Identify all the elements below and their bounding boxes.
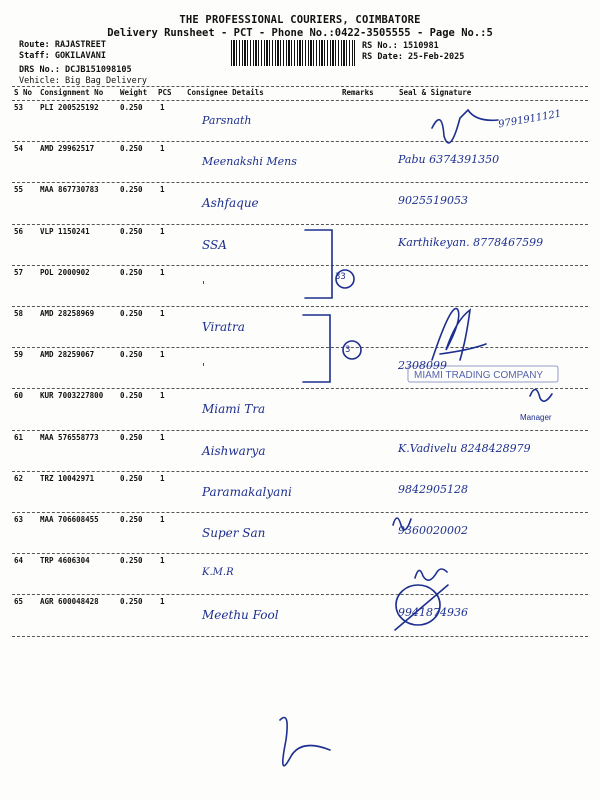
row-weight: 0.250 xyxy=(120,473,143,483)
col-pcs: PCS xyxy=(158,88,172,97)
row-sno: 55 xyxy=(14,185,24,195)
col-sno: S No xyxy=(14,88,33,97)
row-seal-signature: Pabu 6374391350 xyxy=(398,153,500,167)
row-consignee: ' xyxy=(202,278,206,292)
row-pcs: 1 xyxy=(160,391,165,401)
circle-3-mark xyxy=(343,341,361,359)
note-row-53: 9791911121 xyxy=(497,108,563,131)
bottom-signature xyxy=(280,718,330,766)
row-sno: 54 xyxy=(14,144,24,154)
company-title: THE PROFESSIONAL COURIERS, COIMBATORE xyxy=(179,14,421,26)
row-consignee: Viratra xyxy=(202,320,245,334)
row-consignee: SSA xyxy=(202,237,227,252)
row-sno: 58 xyxy=(14,309,24,318)
row-weight: 0.250 xyxy=(120,144,143,154)
circle-33-mark xyxy=(336,270,354,288)
row-weight: 0.250 xyxy=(120,185,143,195)
signature-53 xyxy=(432,110,498,143)
row-seal-signature: 9842905128 xyxy=(398,482,468,496)
row-pcs: 1 xyxy=(160,226,165,236)
row-weight: 0.250 xyxy=(120,103,143,112)
bracket-58-59 xyxy=(303,315,330,382)
row-sno: 57 xyxy=(14,267,24,277)
vehicle-text: Vehicle: Big Bag Delivery xyxy=(19,76,147,86)
row-consignee: Super San xyxy=(202,526,266,540)
signature-60 xyxy=(530,389,552,401)
row-weight: 0.250 xyxy=(120,391,143,401)
row-consignee: Meethu Fool xyxy=(202,608,279,623)
row-seal-signature: 2308099 xyxy=(398,359,447,373)
row-weight: 0.250 xyxy=(120,350,143,360)
row-consignee: ' xyxy=(202,361,206,375)
col-consignee: Consignee Details xyxy=(187,88,264,97)
runsheet-subtitle: Delivery Runsheet - PCT - Phone No.:0422-3505555 - Page No.:5 xyxy=(107,27,493,39)
row-consignment-no: TRZ 10042971 xyxy=(40,473,95,483)
row-consignment-no: MAA 706608455 xyxy=(40,515,99,524)
row-pcs: 1 xyxy=(160,515,165,524)
row-consignee: Parsnath xyxy=(202,114,252,127)
row-consignment-no: PLI 200525192 xyxy=(40,103,99,112)
row-consignment-no: AMD 29962517 xyxy=(40,144,95,154)
row-pcs: 1 xyxy=(160,103,165,112)
row-sno: 59 xyxy=(14,350,24,360)
col-seal: Seal & Signature xyxy=(399,88,472,97)
row-pcs: 1 xyxy=(160,185,165,195)
stamp-company: MIAMI TRADING COMPANY xyxy=(414,370,544,381)
row-pcs: 1 xyxy=(160,473,165,483)
row-consignment-no: AMD 28259067 xyxy=(40,350,95,360)
route-text: Route: RAJASTREET xyxy=(19,40,106,50)
row-pcs: 1 xyxy=(160,350,165,360)
row-consignment-no: TRP 4606304 xyxy=(40,556,90,566)
signature-58 xyxy=(432,309,486,360)
row-sno: 64 xyxy=(14,556,24,566)
row-sno: 61 xyxy=(14,432,24,442)
row-seal-signature: 9941874936 xyxy=(398,606,468,620)
row-consignee: Aishwarya xyxy=(202,443,266,458)
row-consignment-no: VLP 1150241 xyxy=(40,226,90,236)
bracket-56-57 xyxy=(305,230,332,298)
row-weight: 0.250 xyxy=(120,226,143,236)
signature-65-oval xyxy=(396,585,440,625)
company-stamp-box xyxy=(408,366,558,382)
row-consignment-no: AGR 600048428 xyxy=(40,597,99,607)
col-remarks: Remarks xyxy=(342,88,374,97)
row-pcs: 1 xyxy=(160,144,165,154)
row-consignee: Meenakshi Mens xyxy=(202,155,297,169)
row-weight: 0.250 xyxy=(120,597,143,607)
row-weight: 0.250 xyxy=(120,556,143,566)
row-sno: 53 xyxy=(14,103,24,112)
row-weight: 0.250 xyxy=(120,515,143,524)
row-seal-signature: Karthikeyan. 8778467599 xyxy=(398,235,544,249)
signature-64 xyxy=(415,569,447,580)
row-consignee: Ashfaque xyxy=(202,196,259,211)
row-weight: 0.250 xyxy=(120,432,143,442)
drs-text: DRS No.: DCJB151098105 xyxy=(19,65,132,75)
row-pcs: 1 xyxy=(160,432,165,442)
row-weight: 0.250 xyxy=(120,309,143,318)
row-pcs: 1 xyxy=(160,309,165,318)
col-weight: Weight xyxy=(120,88,148,97)
row-sno: 62 xyxy=(14,473,24,483)
row-pcs: 1 xyxy=(160,267,165,277)
row-pcs: 1 xyxy=(160,556,165,566)
row-consignment-no: POL 2000902 xyxy=(40,267,90,277)
circle-mark-text: 33 xyxy=(335,272,346,282)
col-consignment: Consignment No xyxy=(40,88,104,97)
rs-date-text: RS Date: 25-Feb-2025 xyxy=(362,52,465,62)
row-consignee: Paramakalyani xyxy=(202,484,292,499)
row-consignee: K.M.R xyxy=(202,567,234,579)
row-consignment-no: AMD 28258969 xyxy=(40,309,95,318)
row-sno: 63 xyxy=(14,515,24,524)
row-sno: 60 xyxy=(14,391,24,401)
row-consignment-no: MAA 576558773 xyxy=(40,432,99,442)
row-sno: 56 xyxy=(14,226,24,236)
staff-text: Staff: GOKILAVANI xyxy=(19,51,106,61)
row-consignment-no: KUR 7003227800 xyxy=(40,391,104,401)
row-seal-signature: 9025519053 xyxy=(398,194,468,208)
row-consignee: Miami Tra xyxy=(202,402,266,417)
row-seal-signature: K.Vadivelu 8248428979 xyxy=(398,441,531,455)
signature-63 xyxy=(393,518,411,530)
row-weight: 0.250 xyxy=(120,267,143,277)
row-seal-signature: 9360020002 xyxy=(398,524,468,537)
stamp-role: Manager xyxy=(520,413,552,422)
rs-no-text: RS No.: 1510981 xyxy=(362,41,439,51)
row-sno: 65 xyxy=(14,597,24,607)
row-consignment-no: MAA 867730783 xyxy=(40,185,99,195)
circle-mark-text-2: 3 xyxy=(345,345,351,355)
row-pcs: 1 xyxy=(160,597,165,607)
